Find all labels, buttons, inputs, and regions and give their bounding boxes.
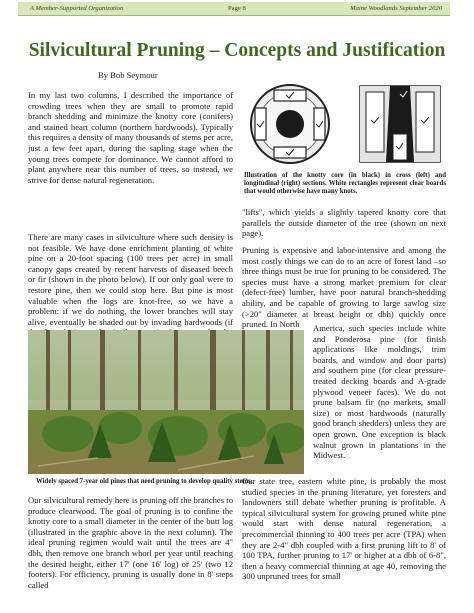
column-2-wrap	[313, 323, 446, 461]
paragraph: America, such species include white and Ponderosa pine (for finish applications like moldings, trim boards, and window and door parts) and southern pine (for clear pressure-treated decking boards and A-grade plywood veneer faces). We do not prune balsam fir (no markets, small size) or most hardwoods (naturally good branch shedders) unless they are open grown. One exception is black walnut grown in plantations in the Midwest.	[313, 323, 446, 461]
column-2-middle	[242, 245, 446, 330]
column-2-bottom	[242, 476, 446, 582]
forest-photo-illustration	[28, 330, 304, 474]
header-page-number: Page 8	[228, 5, 246, 12]
knotty-core-diagram	[244, 82, 444, 166]
paragraph: Our state tree, eastern white pine, is probably the most studied species in the pruning literature, yet foresters and landowners still debate whether pruning is profitable. A typical silvicultural system for growing pruned white pine would start with dense natural regeneration, a precommercial thinning to 400 trees per acre (TPA) when they are 2-4" dbh coupled with a first pruning lift to 8' of 100 TPA, further pruning to 17' or higher at a dbh of 6-8", then a heavy commercial thinning at age 40, removing the 300 unpruned trees for small	[242, 476, 446, 582]
page-header	[18, 2, 450, 16]
paragraph: There are many cases in silviculture where such density is not feasible. We have done enrichment planting of white pine on a 20-foot spacing (100 trees per acre) in small canopy gaps created by recent harvests of diseased beech or fir (shown in the photo below). If our only goal were to restore pine, then we could stop here. But pine is most valuable when the logs are knot-free, so we have a problem: if we do nothing, the lower branches will stay alive, eventually be shaded out by invading hardwoods (if	[28, 232, 233, 327]
header-publication: Maine Woodlands September 2020	[350, 5, 442, 12]
photo-caption: Widely spaced 7-year old pines that need pruning to develop quality stems.	[36, 478, 253, 485]
figure-caption: Illustration of the knotty core (in black) in cross (left) and longitudinal (right) sections. White rectangles represent clear boards that would otherwise have many knots.	[244, 172, 446, 196]
cross-section	[251, 85, 329, 163]
column-2-top	[242, 207, 446, 239]
paragraph: Our silvicultural remedy here is pruning off the branches to produce clearwood. The goal of pruning is to confine the knotty core to a small diameter in the center of the butt log (illustrated in the graphic above in the next column). The ideal pruning regimen would wait until the trees are 4" dbh, then remove one branch whorl per year until reaching the desired height, either 17' (one 16' log) or 25' (two 12 footers). For efficiency, pruning is usually done in 8' steps called	[28, 495, 233, 590]
paragraph: Pruning is expensive and labor-intensive and among the most costly things we can do to an acre of forest land –so three things must be true for pruning to be considered. The species must have a strong market premium for clear (defect-free) lumber, have poor natural branch-shedding ability, and be capable of growing to large sawlog size (>20" diameter at breast height or dbh) quickly once pruned. In North	[242, 245, 446, 330]
longitudinal-section	[360, 86, 440, 162]
column-1-bottom	[28, 495, 233, 590]
paragraph: In my last two columns, I described the importance of crowding trees when they are small to promote rapid branch shedding and minimize the knotty core (conifers) and stained heart column (northern hardwoods). Typically this requires a density of many thousands of stems per acre, just a few feet apart, during the sapling stage when the young trees compete for dominance. We cannot afford to plant anywhere near this number of trees, so instead, we strive for dense natural regeneration.	[28, 90, 234, 185]
header-organization: A Member-Supported Organization	[30, 5, 124, 12]
knotty-core-illustration	[244, 82, 444, 166]
paragraph: "lifts", which yields a slightly tapered knotty core that parallels the outside diameter of the tree (shown on next page).	[242, 207, 446, 239]
article-title: Silvicultural Pruning – Concepts and Justification	[28, 40, 446, 61]
article-byline: By Bob Seymour	[98, 70, 158, 80]
column-1-top	[28, 90, 233, 185]
pine-stand-photo	[28, 330, 304, 474]
